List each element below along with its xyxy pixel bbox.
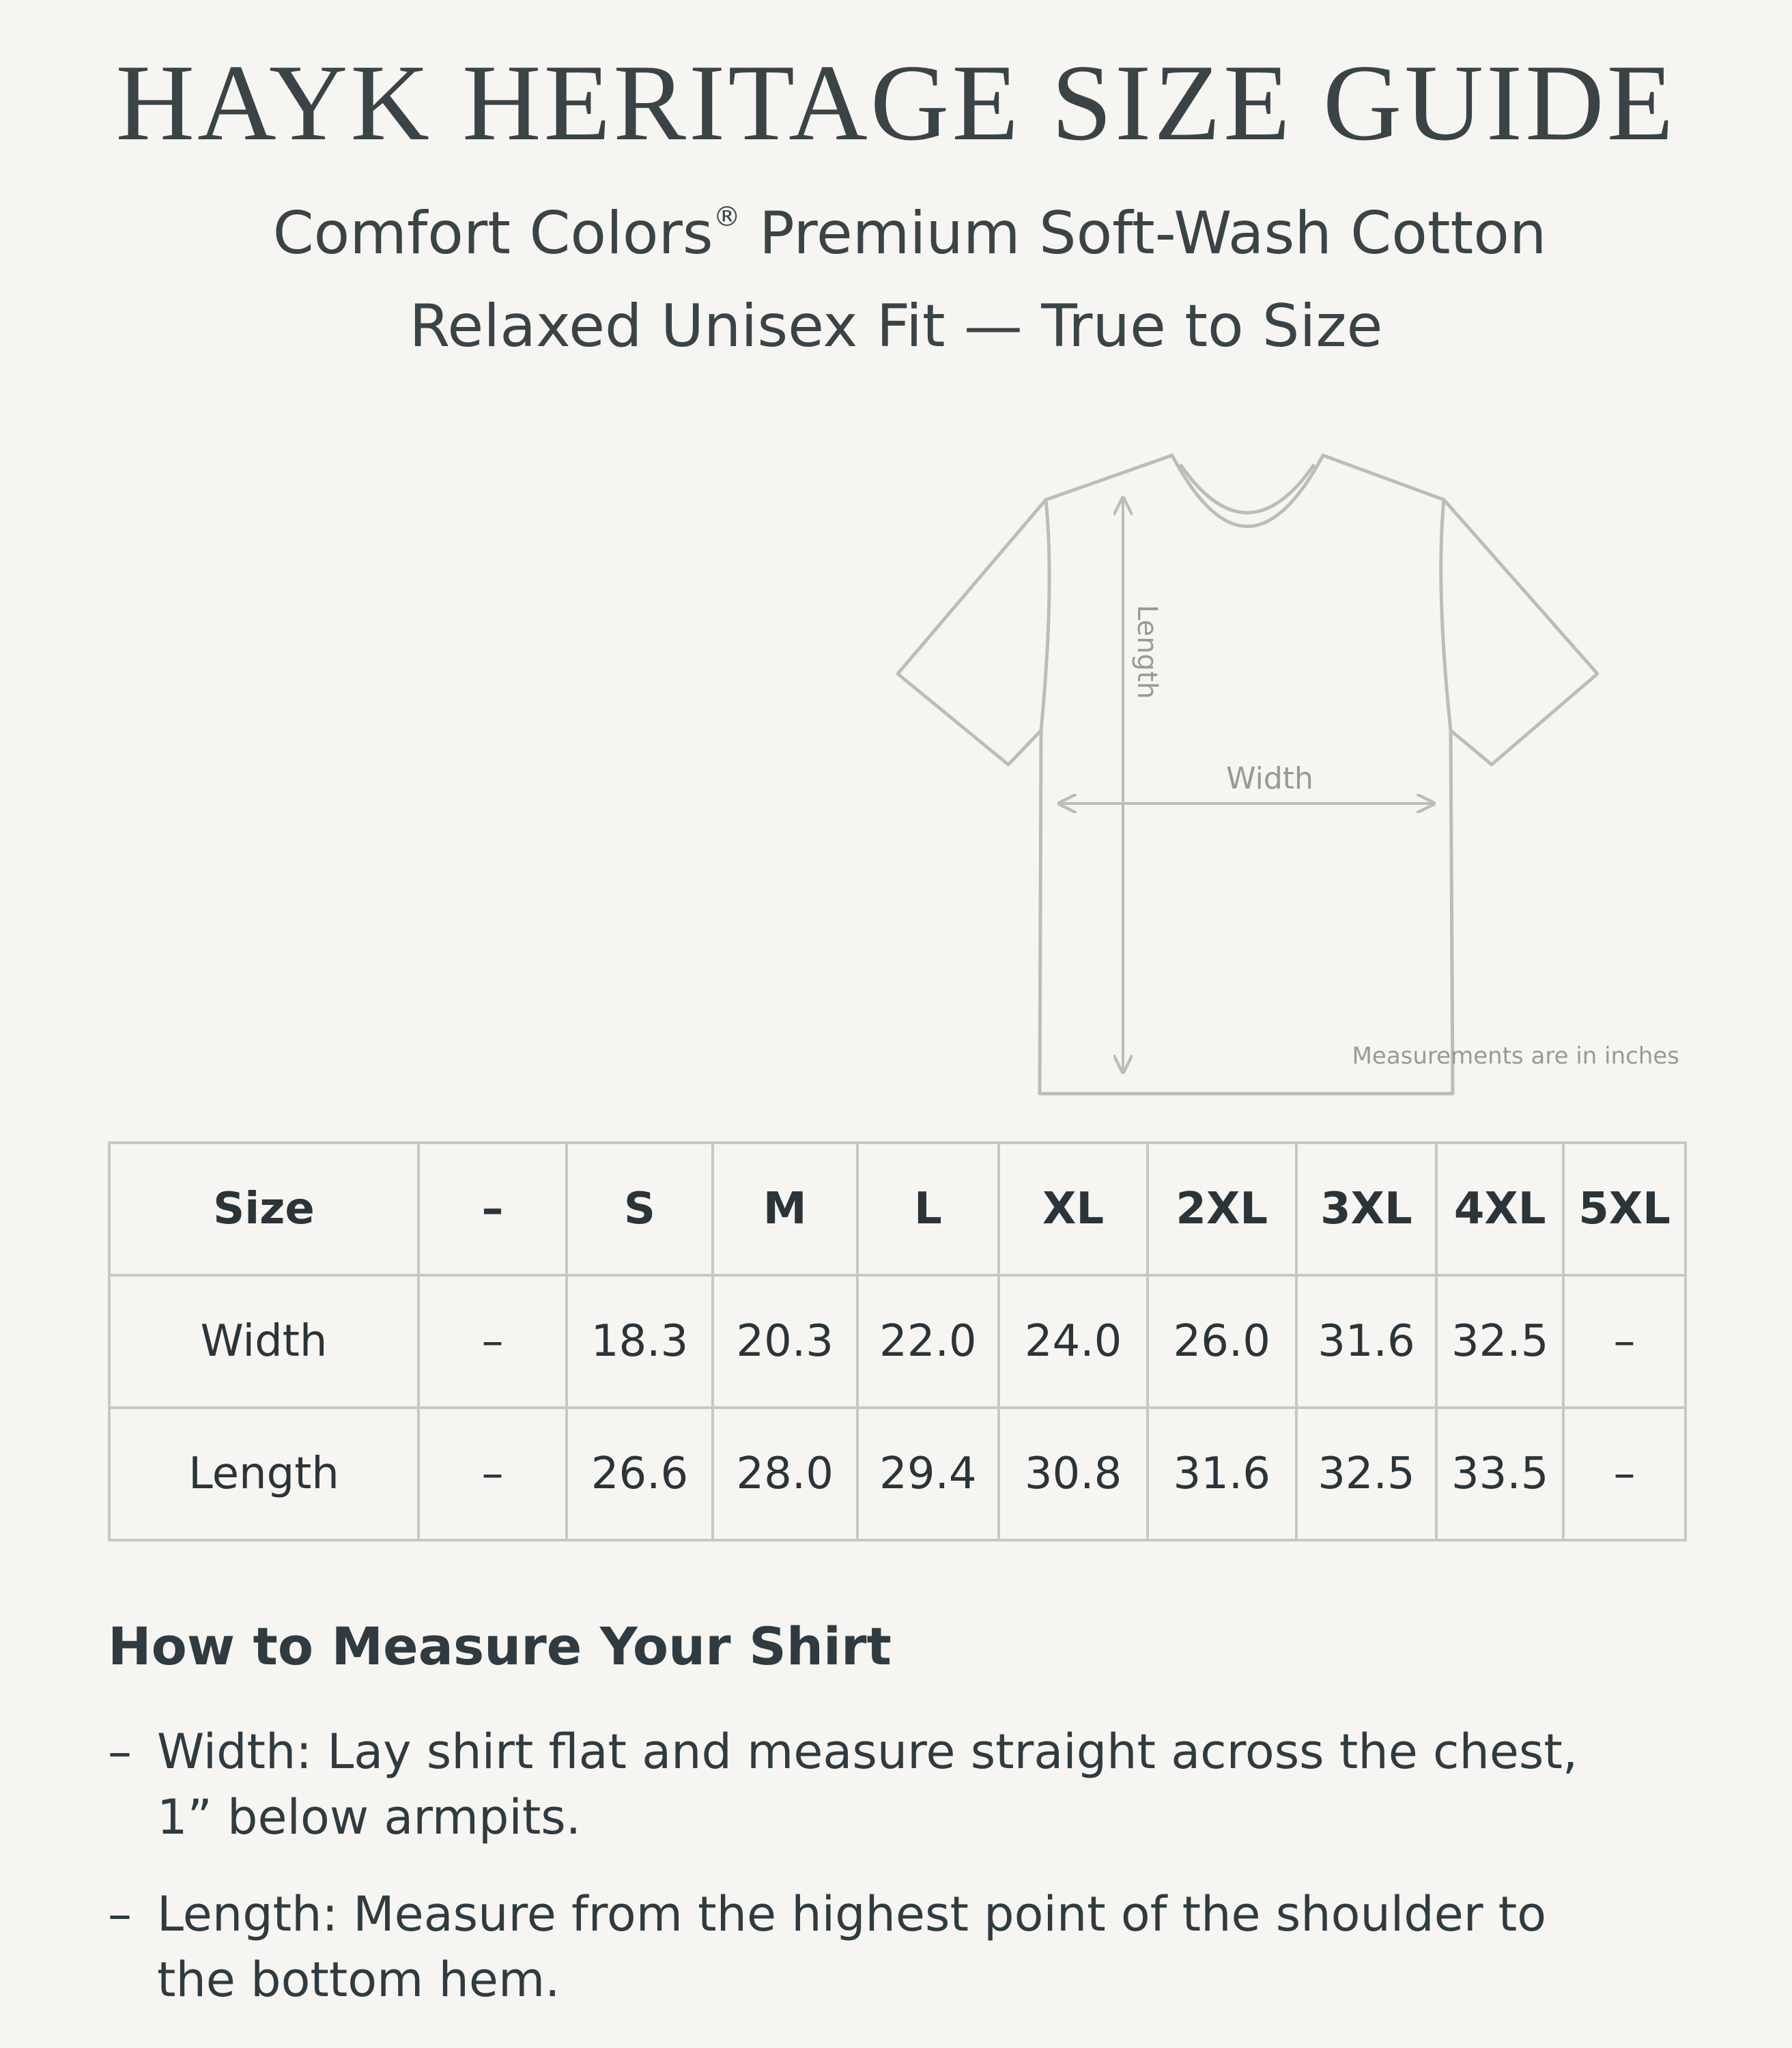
table-cell: 22.0 <box>857 1275 999 1408</box>
size-header-cell: XL <box>999 1143 1148 1275</box>
collar-inner <box>1181 466 1313 513</box>
registered-mark: ® <box>713 201 741 233</box>
table-cell: 18.3 <box>567 1275 713 1408</box>
table-cell: 26.6 <box>567 1408 713 1540</box>
how-to-measure-heading: How to Measure Your Shirt <box>108 1616 892 1677</box>
table-cell: 26.0 <box>1148 1275 1296 1408</box>
product-subtitle <box>14 199 1792 268</box>
tshirt-diagram <box>887 444 1693 1106</box>
size-header-cell: S <box>567 1143 713 1275</box>
table-cell: 31.6 <box>1148 1408 1296 1540</box>
size-chart-table <box>108 1141 1687 1541</box>
size-header-cell: 4XL <box>1436 1143 1563 1275</box>
table-cell: – <box>418 1275 567 1408</box>
right-sleeve-seam <box>1441 500 1451 730</box>
table-cell: 32.5 <box>1436 1275 1563 1408</box>
table-cell: 31.6 <box>1296 1275 1437 1408</box>
bullet-dash: – <box>108 1886 132 1942</box>
table-cell: 32.5 <box>1296 1408 1437 1540</box>
table-cell: 33.5 <box>1436 1408 1563 1540</box>
units-note: Measurements are in inches <box>1352 1042 1679 1070</box>
table-cell: 28.0 <box>713 1408 857 1540</box>
size-header-cell: Size <box>109 1143 418 1275</box>
size-header-cell: L <box>857 1143 999 1275</box>
bullet-dash: – <box>108 1724 132 1780</box>
table-cell: – <box>1563 1408 1686 1540</box>
table-row-width <box>109 1275 1686 1408</box>
left-sleeve-seam <box>1041 500 1049 730</box>
size-header-cell: – <box>418 1143 567 1275</box>
table-cell: 24.0 <box>999 1275 1148 1408</box>
size-header-cell: 5XL <box>1563 1143 1686 1275</box>
table-cell: 30.8 <box>999 1408 1148 1540</box>
table-cell: – <box>1563 1275 1686 1408</box>
instruction-text: Length: Measure from the highest point of the shoulder to the bottom hem. <box>157 1886 1547 2008</box>
fit-subtitle: Relaxed Unisex Fit — True to Size <box>409 292 1383 360</box>
row-label-cell: Length <box>109 1408 418 1540</box>
size-header-cell: 3XL <box>1296 1143 1437 1275</box>
instruction-item-length <box>108 1881 1644 2013</box>
collar-outer <box>1172 455 1323 526</box>
instruction-text: Width: Lay shirt flat and measure straight across the chest, 1” below armpits. <box>157 1724 1578 1845</box>
size-header-cell: 2XL <box>1148 1143 1296 1275</box>
size-header-cell: M <box>713 1143 857 1275</box>
page-title: HAYK HERITAGE SIZE GUIDE <box>115 42 1677 163</box>
length-label: Length <box>1131 605 1163 699</box>
table-header-row <box>109 1143 1686 1275</box>
fabric-description: Premium Soft-Wash Cotton <box>740 199 1547 268</box>
table-cell: – <box>418 1408 567 1540</box>
table-cell: 29.4 <box>857 1408 999 1540</box>
instruction-item-width <box>108 1719 1644 1850</box>
brand-name: Comfort Colors <box>272 199 713 268</box>
table-row-length <box>109 1408 1686 1540</box>
row-label-cell: Width <box>109 1275 418 1408</box>
table-cell: 20.3 <box>713 1275 857 1408</box>
width-label: Width <box>1226 761 1313 796</box>
